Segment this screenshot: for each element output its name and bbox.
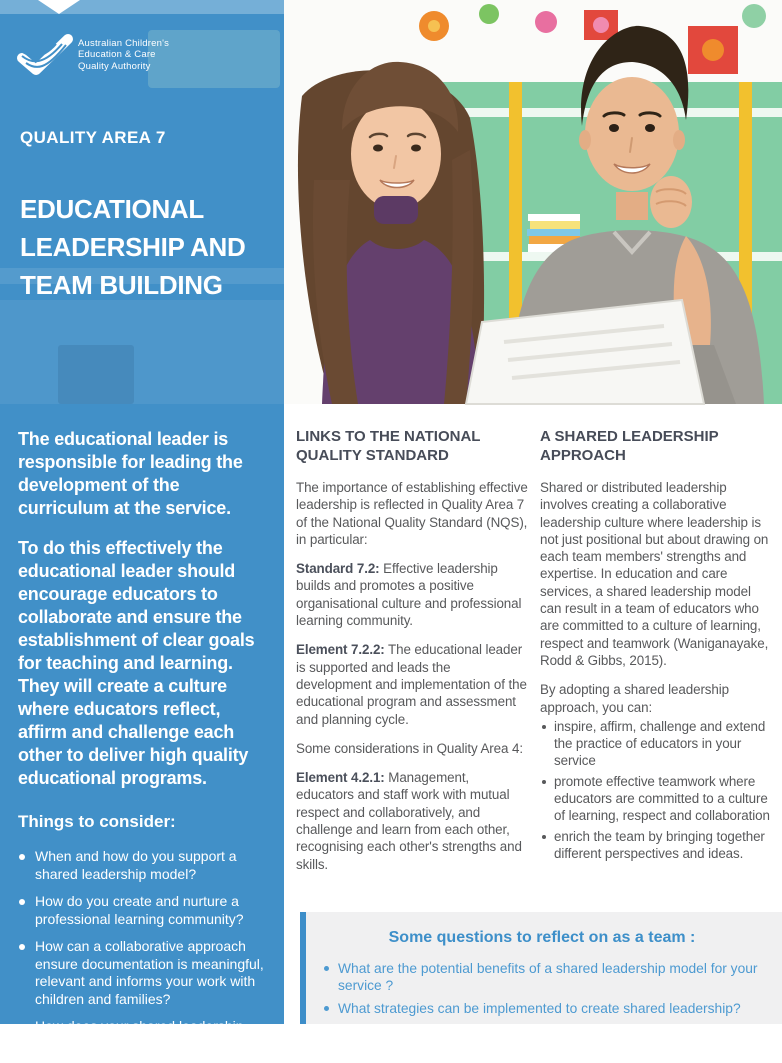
element-722-paragraph: Element 7.2.2: The educational leader is supported and leads the development and implementation of the educational program and assessment and planning cycle. [296,642,527,727]
acecqa-logo-text: Australian Children's Education & Care Quality Authority [78,37,170,72]
reflection-questions-box [300,912,782,1024]
standard-72-paragraph: Standard 7.2: Effective leadership builds and promotes a positive organisational culture and professional learning community. [296,561,522,629]
corner-chevron-shape [38,0,80,14]
list-item: enrich the team by bringing together different perspectives and ideas. [540,828,774,863]
intro-paragraph: To do this effectively the educational leader should encourage educators to collaborate and ensure the establishment of clear goals for teaching and learning. They will create a culture where educators reflect, affirm and challenge each other to deliver high quality educational programs. [18,538,255,788]
element-421-label: Element 4.2.1: [296,770,385,786]
intro-paragraph: The educational leader is responsible for leading the development of the curriculum at the service. [18,429,243,518]
list-item: inspire, affirm, challenge and extend the practice of educators in your service [540,718,774,770]
classroom-photo [284,0,782,404]
reflection-questions-list [318,960,766,1017]
list-item: When and how do you support a shared leadership model? [18,848,266,883]
quality-area-kicker: QUALITY AREA 7 [20,128,166,147]
standard-72-label: Standard 7.2: [296,561,380,577]
reflection-box-title: Some questions to reflect on as a team : [388,929,696,946]
nqs-paragraph: The importance of establishing effective leadership is reflected in Quality Area 7 of the National Quality Standard (NQS), in particular: [296,480,528,547]
nqs-heading: LINKS TO THE NATIONAL QUALITY STANDARD [296,428,481,464]
list-item: What are the potential benefits of a shared leadership model for your service ? [318,960,766,994]
shared-heading: A SHARED LEADERSHIP APPROACH [540,428,719,464]
shared-paragraph: Shared or distributed leadership involves creating a collaborative leadership culture where leadership is not just positional but about drawing on each team members' strengths and expertise. In education and care services, a shared leadership model can result in a team of educators who are committed to a culture of learning, respect and teamwork (Waniganayake, Rodd & Gibbs, 2015). [540,480,769,668]
shared-leadership-column [540,427,774,865]
list-item: How do you create and nurture a professional learning community? [18,893,266,928]
shared-benefits-list [540,718,774,862]
list-item: How does your shared leadership model connect with the service [18,1018,266,1053]
adopting-paragraph: By adopting a shared leadership approach, you can: [540,682,729,715]
list-item: promote effective teamwork where educators are committed to a culture of learning, respect and collaboration [540,773,774,825]
acecqa-logo-icon [16,32,70,78]
acecqa-logo [16,32,169,78]
nqs-column [296,427,529,885]
list-item: How can a collaborative approach ensure documentation is meaningful, relevant and informs your work with children and families? [18,938,266,1008]
considerations-paragraph: Some considerations in Quality Area 4: [296,740,523,756]
left-panel-body [0,404,284,1063]
left-blue-panel [0,0,284,1052]
things-to-consider-list [18,848,266,1053]
things-to-consider-heading: Things to consider: [18,812,176,831]
woman [298,62,484,404]
list-item: What strategies can be implemented to create shared leadership? [318,1000,766,1017]
element-722-label: Element 7.2.2: [296,642,385,658]
element-421-paragraph: Element 4.2.1: Management, educators and staff work with mutual respect and collaboratively, and challenge and learn from each other, recognising each other's strengths and skills. [296,770,522,872]
page-title: EDUCATIONAL LEADERSHIP AND TEAM BUILDING [20,194,246,300]
